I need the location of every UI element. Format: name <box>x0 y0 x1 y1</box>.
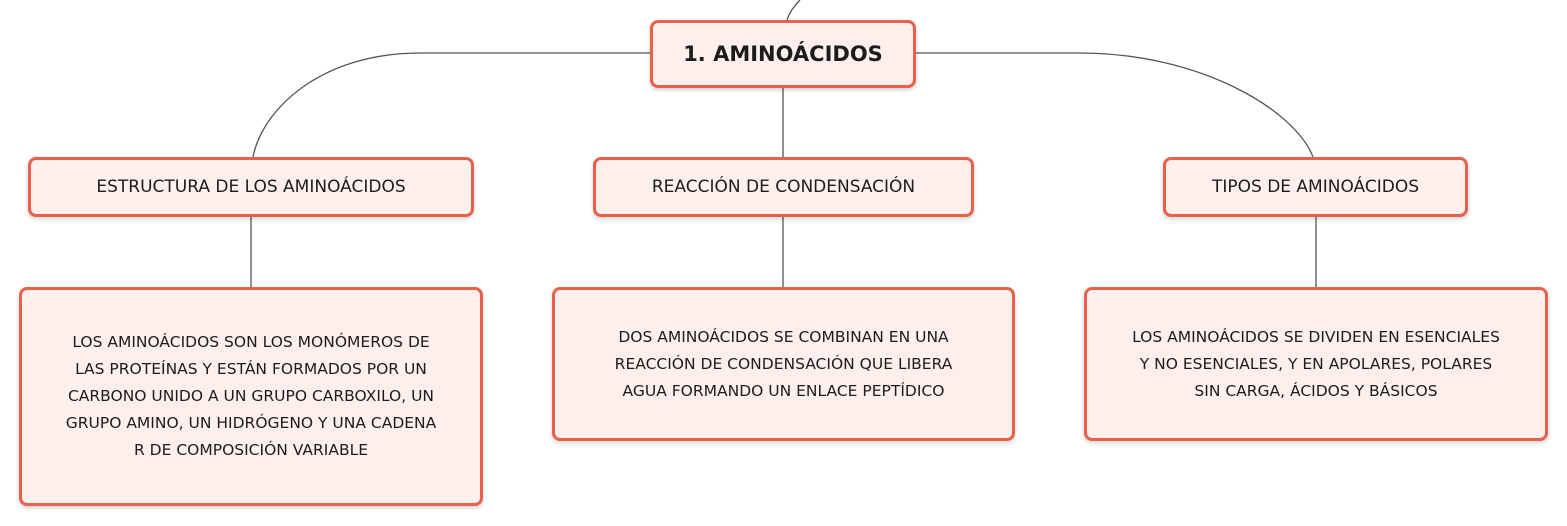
topic-node-label: ESTRUCTURA DE LOS AMINOÁCIDOS <box>96 177 406 197</box>
description-line: AGUA FORMANDO UN ENLACE PEPTÍDICO <box>622 381 945 400</box>
description-line: R DE COMPOSICIÓN VARIABLE <box>133 441 369 459</box>
description-line: DOS AMINOÁCIDOS SE COMBINAN EN UNA <box>618 327 949 346</box>
root-node[interactable] <box>650 20 916 88</box>
description-text <box>615 324 953 405</box>
description-line: REACCIÓN DE CONDENSACIÓN QUE LIBERA <box>614 354 953 373</box>
connector-root-to-tipos <box>916 53 1313 157</box>
topic-node-reaccion[interactable] <box>593 157 974 217</box>
connector-root-to-estructura <box>253 53 650 157</box>
description-node-reaccion[interactable] <box>552 287 1015 441</box>
topic-node-label: TIPOS DE AMINOÁCIDOS <box>1211 177 1420 197</box>
topic-node-label: REACCIÓN DE CONDENSACIÓN <box>651 177 916 197</box>
description-line: LOS AMINOÁCIDOS SE DIVIDEN EN ESENCIALES <box>1132 327 1500 346</box>
topic-node-tipos[interactable] <box>1163 157 1468 217</box>
description-node-estructura[interactable] <box>19 287 483 506</box>
description-text <box>1132 324 1500 405</box>
description-line: GRUPO AMINO, UN HIDRÓGENO Y UNA CADENA <box>65 414 437 432</box>
description-line: LAS PROTEÍNAS Y ESTÁN FORMADOS POR UN <box>75 360 427 378</box>
root-node-label: 1. AMINOÁCIDOS <box>683 42 883 66</box>
connector-parent-to-root <box>787 0 800 20</box>
description-line: CARBONO UNIDO A UN GRUPO CARBOXILO, UN <box>67 387 435 405</box>
topic-node-estructura[interactable] <box>28 157 474 217</box>
description-node-tipos[interactable] <box>1084 287 1548 441</box>
description-line: LOS AMINOÁCIDOS SON LOS MONÓMEROS DE <box>72 333 430 351</box>
description-line: Y NO ESENCIALES, Y EN APOLARES, POLARES <box>1139 354 1493 373</box>
description-text <box>66 329 437 464</box>
description-line: SIN CARGA, ÁCIDOS Y BÁSICOS <box>1194 381 1438 400</box>
